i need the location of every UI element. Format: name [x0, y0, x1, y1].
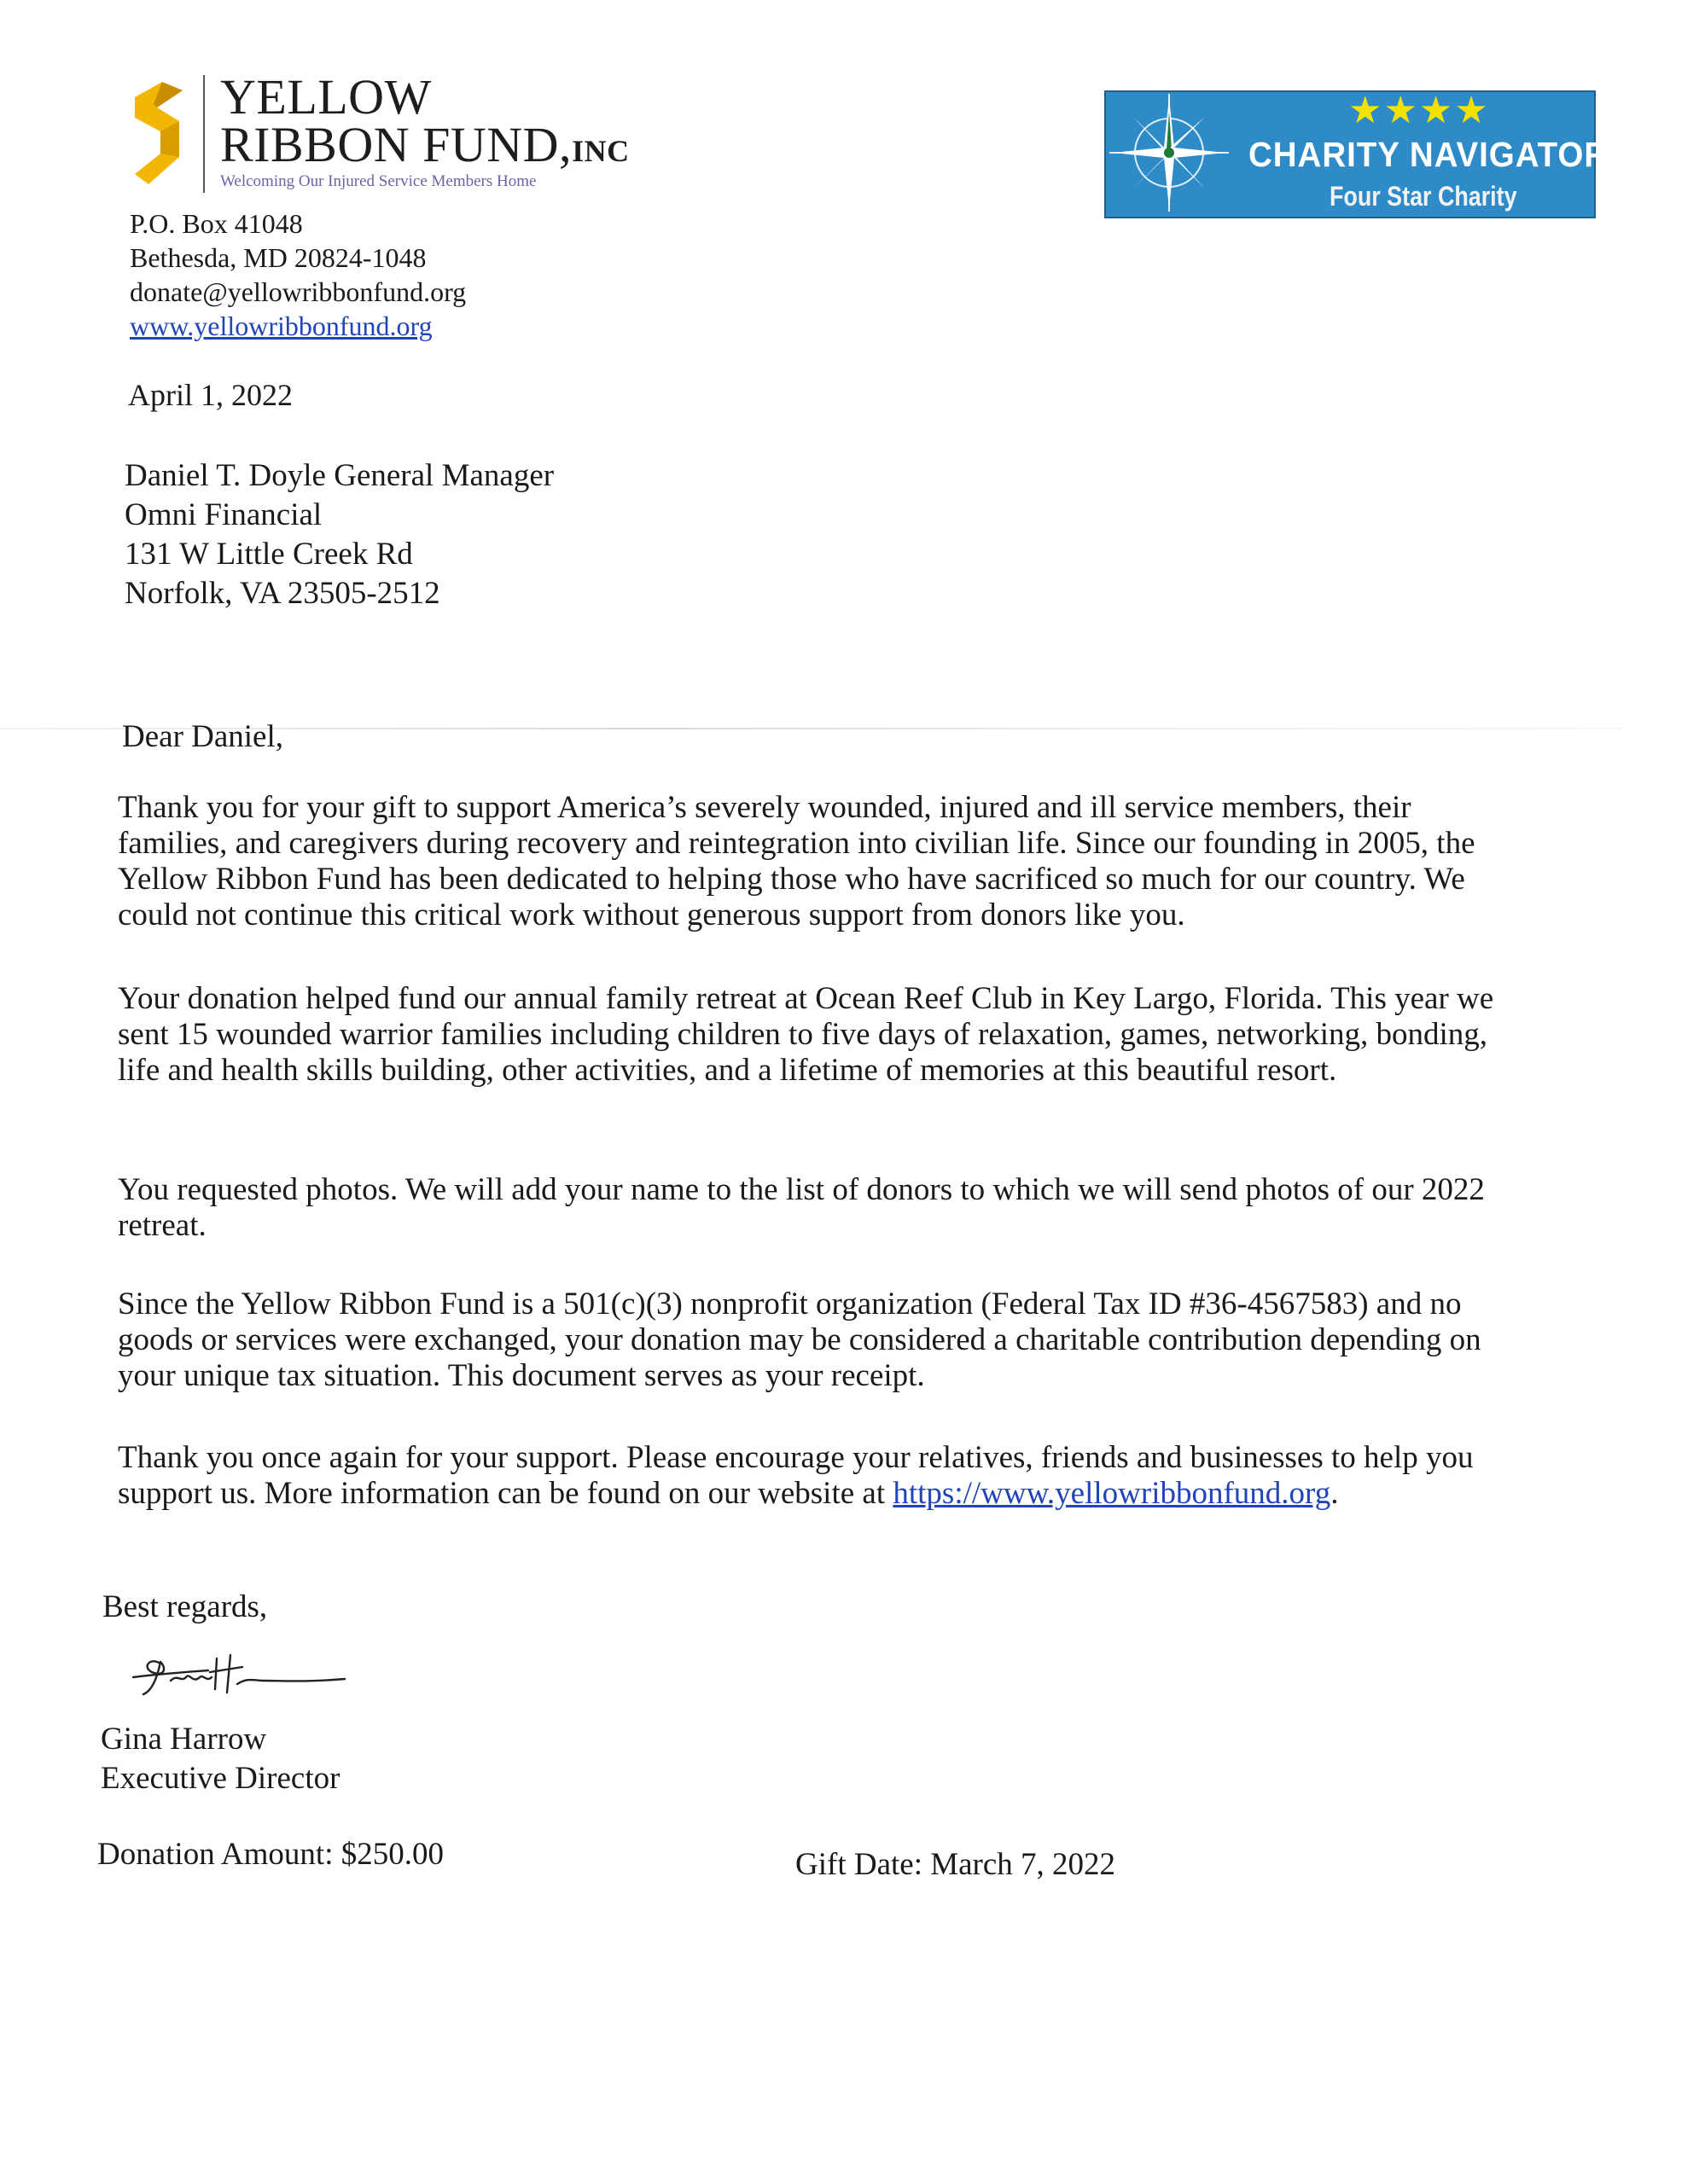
compass-star-icon [1109, 94, 1229, 212]
gift-date: Gift Date: March 7, 2022 [795, 1847, 1116, 1882]
logo-divider [203, 75, 205, 193]
org-tagline: Welcoming Our Injured Service Members Home [220, 172, 537, 190]
org-name-line1: YELLOW [220, 69, 432, 125]
signer-name: Gina Harrow [101, 1722, 267, 1757]
recipient-line3: 131 W Little Creek Rd [125, 537, 413, 572]
letter-date: April 1, 2022 [128, 378, 293, 412]
star-rating: ★★★★ [1348, 89, 1490, 132]
paragraph-tax: Since the Yellow Ribbon Fund is a 501(c)(3) nonprofit organization (Federal Tax ID #36-4567583) and no goods or services were exchanged, your donation may be considered a charitable contribution depending on your unique tax situation. This document serves as your receipt. [118, 1287, 1481, 1393]
org-name [220, 69, 630, 175]
org-email: donate@yellowribbonfund.org [130, 276, 467, 307]
badge-title: CHARITY NAVIGATOR [1248, 135, 1609, 174]
address-line2: Bethesda, MD 20824-1048 [130, 242, 427, 273]
donation-amount: Donation Amount: $250.00 [97, 1837, 444, 1872]
badge-subtitle: Four Star Charity [1330, 181, 1517, 212]
address-line1: P.O. Box 41048 [130, 208, 303, 239]
paragraph-photos: You requested photos. We will add your name to the list of donors to which we will send photos of our 2022 retreat. [118, 1172, 1485, 1243]
website-link[interactable]: https://www.yellowribbonfund.org [893, 1476, 1331, 1511]
signer-block [101, 1720, 340, 1798]
support-end: . [1330, 1476, 1339, 1511]
paragraph-thanks: Thank you for your gift to support America’s severely wounded, injured and ill service members, their families, and caregivers during recovery and reintegration into civilian life. Since our founding in 2005, the Yellow Ribbon Fund has been dedicated to helping those who have sacrificed so much for our country. We could not continue this critical work without generous support from donors like you. [118, 790, 1475, 932]
recipient-line1: Daniel T. Doyle General Manager [125, 458, 555, 493]
org-address [130, 206, 466, 343]
recipient-line2: Omni Financial [125, 497, 323, 532]
signature [126, 1638, 357, 1706]
support-text: Thank you once again for your support. Please encourage your relatives, friends and businesses to help you support us. More information can be found on our website at [118, 1440, 1474, 1511]
closing: Best regards, [102, 1589, 268, 1624]
org-website-link[interactable]: www.yellowribbonfund.org [130, 311, 433, 341]
org-name-line2: RIBBON FUND, [220, 117, 573, 172]
org-name-suffix: INC [572, 134, 630, 168]
recipient-line4: Norfolk, VA 23505-2512 [125, 576, 440, 611]
ribbon-icon [128, 78, 188, 188]
paragraph-support [118, 1440, 1517, 1512]
salutation: Dear Daniel, [122, 719, 284, 754]
paragraph-retreat: Your donation helped fund our annual family retreat at Ocean Reef Club in Key Largo, Florida. This year we sent 15 wounded warrior families including children to five days of relaxation, games, networking, bonding, life and health skills building, other activities, and a lifetime of memories at this beautiful resort. [118, 981, 1494, 1088]
signer-title: Executive Director [101, 1761, 340, 1796]
recipient-address [125, 456, 554, 613]
